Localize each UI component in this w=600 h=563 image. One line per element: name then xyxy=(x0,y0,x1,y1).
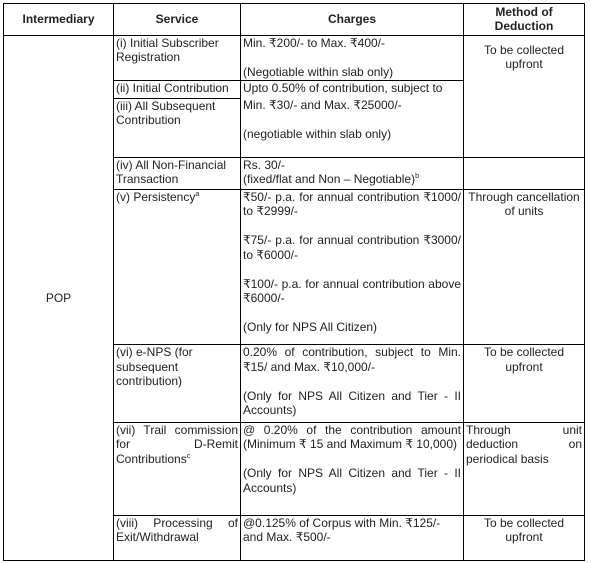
charges-line: 0.20% of contribution, subject to Min. ₹15/ and Max. ₹10,000/- xyxy=(243,345,461,374)
footnote-marker: a xyxy=(195,190,200,198)
charges-line: (Only for NPS All Citizen and Tier - II Accounts) xyxy=(243,388,461,418)
service-text: (v) Persistency xyxy=(116,189,196,204)
charges-cell xyxy=(241,515,464,560)
service-cell xyxy=(114,345,241,423)
footnote-marker: c xyxy=(186,452,191,460)
service-text: (viii) Processing of Exit/Withdrawal xyxy=(116,515,238,545)
method-text: Through cancellation of units xyxy=(468,189,580,219)
method-cell xyxy=(464,345,585,423)
charges-cell xyxy=(241,157,464,189)
method-cell xyxy=(464,157,585,189)
service-text: (i) Initial Subscriber Registration xyxy=(116,35,219,65)
service-text: (vii) Trail commission for D-Remit Contributions xyxy=(116,422,238,466)
charges-line: (fixed/flat and Non – Negotiable)$^b$ xyxy=(243,172,420,187)
charges-cell xyxy=(241,81,464,98)
charges-table xyxy=(3,3,585,561)
header-row xyxy=(4,4,585,36)
charges-line: @0.125% of Corpus with Min. ₹125/- and Max. ₹500/- xyxy=(243,515,441,545)
charges-cell xyxy=(241,422,464,515)
method-cell xyxy=(464,35,585,157)
method-text: To be collected upfront xyxy=(483,515,565,545)
table-row xyxy=(4,35,585,81)
method-text: Through unit deduction on periodical basis xyxy=(466,422,582,466)
service-cell xyxy=(114,157,241,189)
header-intermediary: Intermediary xyxy=(4,4,114,36)
charges-cell xyxy=(241,98,464,157)
charges-line: ₹100/- p.a. for annual contribution above ₹6000/- xyxy=(243,276,461,306)
charges-cell xyxy=(241,189,464,344)
method-text: To be collected upfront xyxy=(483,42,565,72)
charges-line: (Negotiable within slab only) xyxy=(243,64,394,79)
intermediary-cell: POP xyxy=(4,35,114,560)
header-charges: Charges xyxy=(241,4,464,36)
service-cell xyxy=(114,81,241,98)
charges-line: Upto 0.50% of contribution, subject to xyxy=(243,81,443,96)
charges-line: (negotiable within slab only) xyxy=(243,127,392,142)
service-text: (vi) e-NPS (for subsequent contribution) xyxy=(116,345,193,389)
charges-line: @ 0.20% of the contribution amount (Minimum ₹ 15 and Maximum ₹ 10,000) xyxy=(243,422,461,452)
method-cell xyxy=(464,515,585,560)
footnote-marker: b xyxy=(415,173,420,181)
service-cell xyxy=(114,189,241,344)
method-cell xyxy=(464,422,585,515)
charges-line: Min. ₹30/- and Max. ₹25000/- xyxy=(243,98,402,113)
service-cell xyxy=(114,98,241,157)
charges-line: (Only for NPS All Citizen and Tier - II Accounts) xyxy=(243,466,461,495)
service-text: (ii) Initial Contribution xyxy=(116,81,229,96)
service-cell xyxy=(114,422,241,515)
header-method-of-deduction: Method of Deduction xyxy=(464,4,585,36)
charges-line: Min. ₹200/- to Max. ₹400/- xyxy=(243,35,385,50)
charges-cell xyxy=(241,345,464,423)
charges-line: (Only for NPS All Citizen) xyxy=(243,320,378,335)
service-cell xyxy=(114,35,241,81)
charges-line: Rs. 30/- xyxy=(243,157,286,172)
method-cell xyxy=(464,189,585,344)
charges-cell xyxy=(241,35,464,81)
method-text: To be collected upfront xyxy=(483,345,565,374)
header-service: Service xyxy=(114,4,241,36)
charges-line: ₹75/- p.a. for annual contribution ₹3000/ to ₹6000/- xyxy=(243,233,461,262)
service-cell xyxy=(114,515,241,560)
charges-line: ₹50/- p.a. for annual contribution ₹1000/ to ₹2999/- xyxy=(243,189,461,219)
service-text: (iv) All Non-Financial Transaction xyxy=(116,157,227,187)
service-text: (iii) All Subsequent Contribution xyxy=(116,98,216,128)
